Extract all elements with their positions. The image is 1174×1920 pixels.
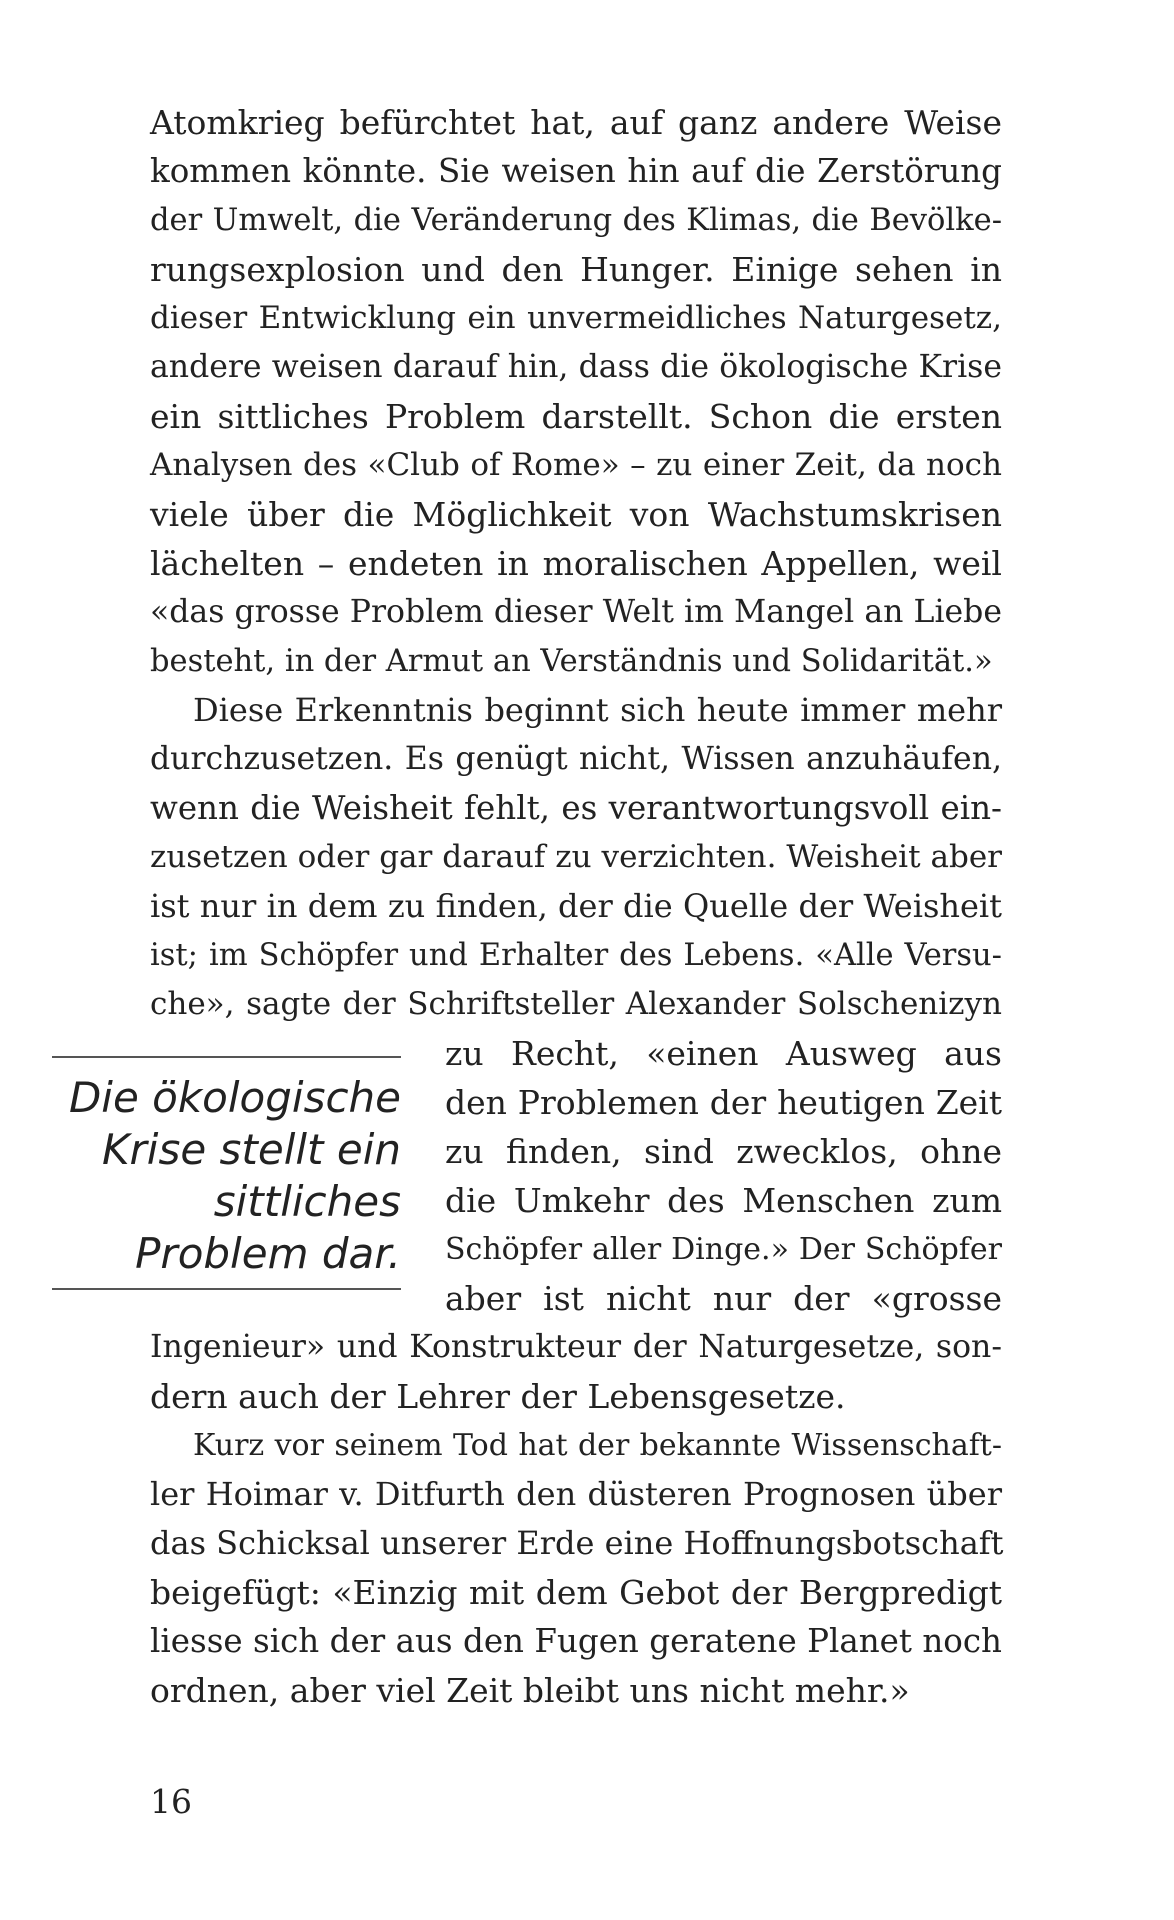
body-line: Schöpfer aller Dinge.» Der Schöpfer bbox=[445, 1232, 1002, 1267]
body-line: ler Hoimar v. Ditfurth den düsteren Prognosen über bbox=[150, 1475, 1002, 1513]
body-line: aber ist nicht nur der «grosse bbox=[445, 1279, 1002, 1318]
body-line: rungsexplosion und den Hunger. Einige sehen in bbox=[150, 250, 1002, 289]
pull-quote-top-rule bbox=[52, 1056, 401, 1058]
body-line: viele über die Möglichkeit von Wachstumskrisen bbox=[150, 495, 1002, 534]
body-line: besteht, in der Armut an Verständnis und Solidarität.» bbox=[150, 644, 993, 679]
body-line: kommen könnte. Sie weisen hin auf die Zerstörung bbox=[150, 152, 1002, 190]
body-line: zusetzen oder gar darauf zu verzichten. Weisheit aber bbox=[150, 839, 1002, 875]
body-line: Kurz vor seinem Tod hat der bekannte Wissenschaft- bbox=[193, 1428, 1002, 1463]
body-line: ist nur in dem zu finden, der die Quelle der Weisheit bbox=[150, 887, 1002, 925]
body-line: das Schicksal unserer Erde eine Hoffnungsbotschaft bbox=[150, 1524, 1004, 1562]
body-line: che», sagte der Schriftsteller Alexander Solschenizyn bbox=[150, 986, 1002, 1022]
body-line: zu Recht, «einen Ausweg aus bbox=[445, 1034, 1002, 1073]
body-line: ist; im Schöpfer und Erhalter des Lebens. «Alle Versu- bbox=[150, 938, 1002, 973]
body-line: beigefügt: «Einzig mit dem Gebot der Bergpredigt bbox=[150, 1573, 1002, 1612]
body-line: den Problemen der heutigen Zeit bbox=[445, 1083, 1002, 1122]
body-line: Diese Erkenntnis beginnt sich heute immer mehr bbox=[193, 691, 1002, 729]
body-line: andere weisen darauf hin, dass die ökologische Krise bbox=[150, 349, 1002, 385]
pull-quote-line: Problem dar. bbox=[135, 1229, 401, 1278]
body-line: «das grosse Problem dieser Welt im Mangel an Liebe bbox=[150, 594, 1002, 630]
body-line: dieser Entwicklung ein unvermeidliches Naturgesetz, bbox=[150, 300, 1002, 336]
pull-quote-line: Krise stellt ein bbox=[101, 1125, 401, 1174]
pull-quote-bottom-rule bbox=[52, 1288, 401, 1290]
body-line: wenn die Weisheit fehlt, es verantwortungsvoll ein- bbox=[150, 789, 1002, 827]
body-line: dern auch der Lehrer der Lebensgesetze. bbox=[150, 1377, 846, 1416]
page-number: 16 bbox=[150, 1782, 192, 1821]
body-line: ein sittliches Problem darstellt. Schon die ersten bbox=[150, 397, 1002, 436]
body-line: ordnen, aber viel Zeit bleibt uns nicht mehr.» bbox=[150, 1671, 910, 1710]
body-line: liesse sich der aus den Fugen geratene Planet noch bbox=[150, 1622, 1002, 1660]
body-line: durchzusetzen. Es genügt nicht, Wissen anzuhäufen, bbox=[150, 741, 1002, 777]
body-line: die Umkehr des Menschen zum bbox=[445, 1181, 1002, 1220]
pull-quote-line: sittliches bbox=[213, 1177, 401, 1226]
body-line: der Umwelt, die Veränderung des Klimas, die Bevölke- bbox=[150, 203, 1002, 238]
body-line: lächelten – endeten in moralischen Appellen, weil bbox=[150, 544, 1002, 583]
body-line: Ingenieur» und Konstrukteur der Naturgesetze, son- bbox=[150, 1329, 1002, 1365]
body-line: zu finden, sind zwecklos, ohne bbox=[445, 1132, 1002, 1171]
body-line: Analysen des «Club of Rome» – zu einer Zeit, da noch bbox=[150, 447, 1002, 483]
pull-quote-line: Die ökologische bbox=[68, 1073, 401, 1122]
body-line: Atomkrieg befürchtet hat, auf ganz andere Weise bbox=[150, 103, 1002, 142]
